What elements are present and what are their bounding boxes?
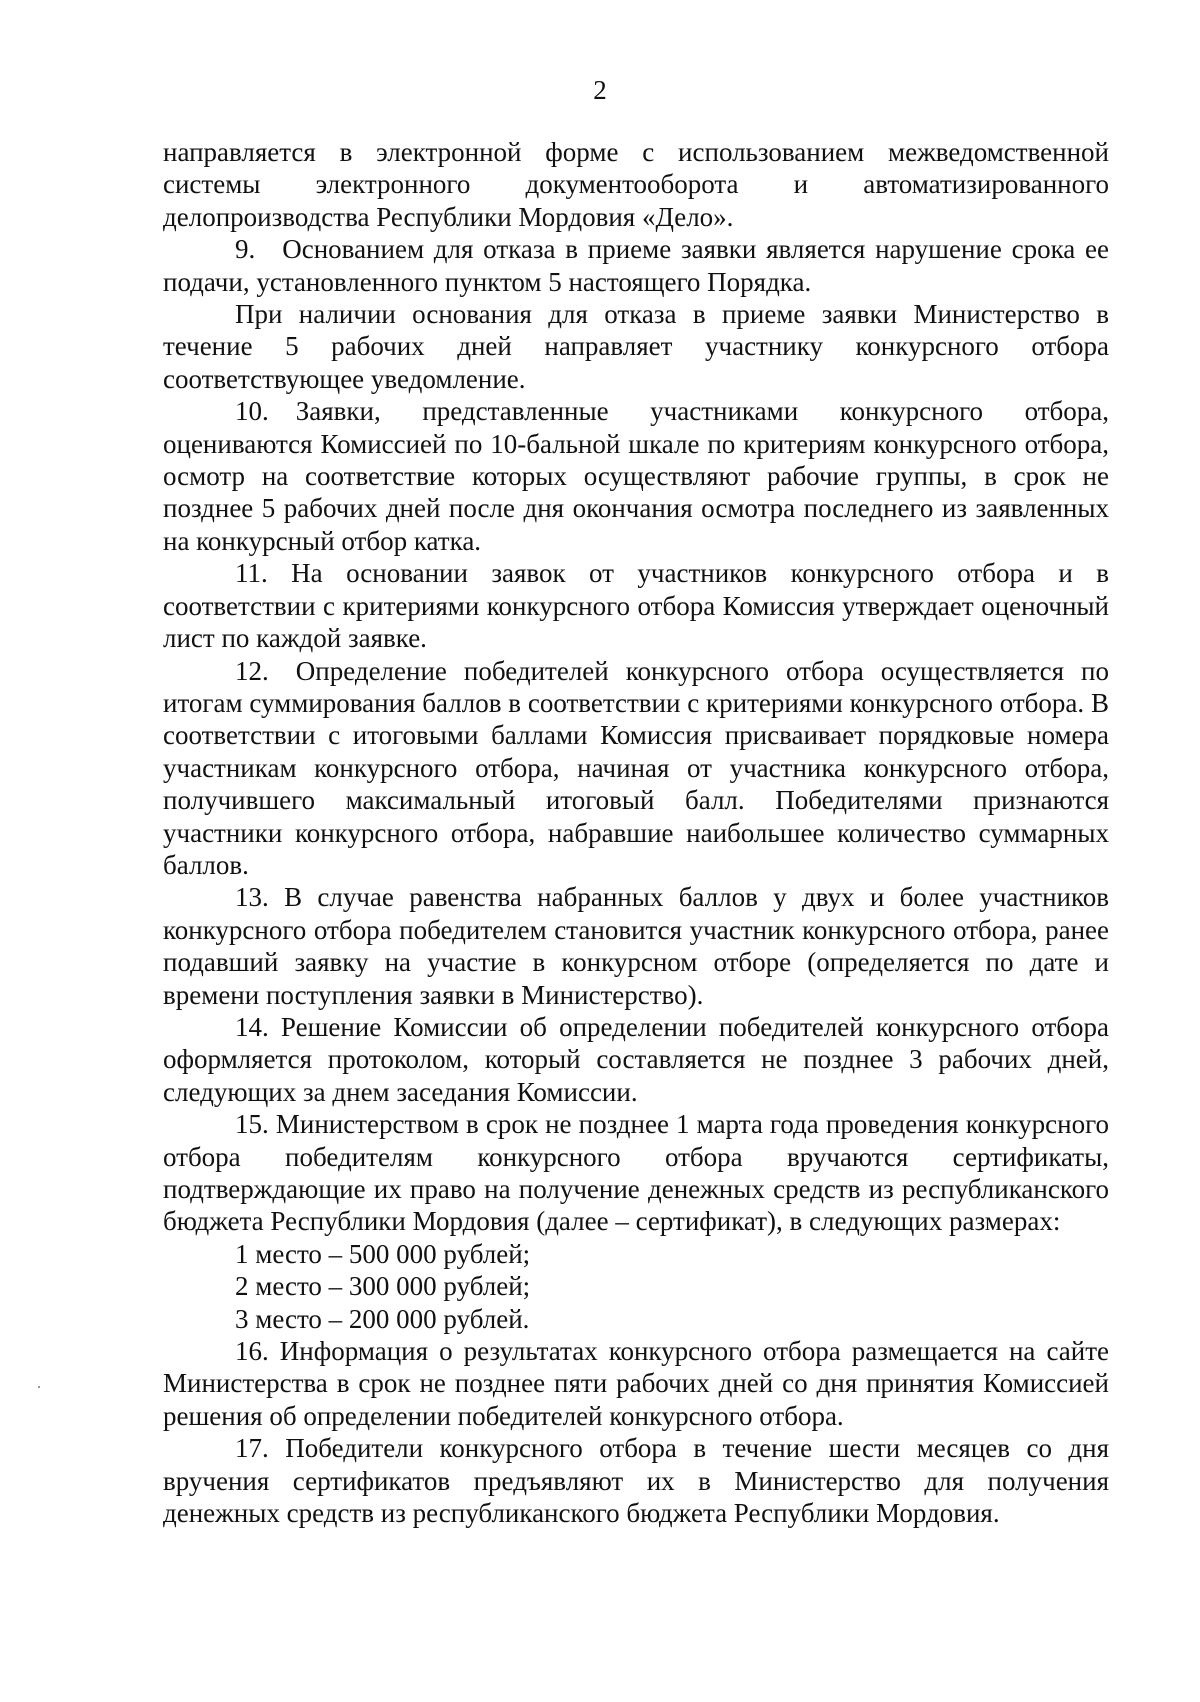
paragraph-9: 9. Основанием для отказа в приеме заявки является нарушение срока ее подачи, установленного пунктом 5 настоящего Порядка. [163,234,1109,297]
paragraph-15: 15. Министерством в срок не позднее 1 марта года проведения конкурсного отбора победителям конкурсного отбора вручаются сертификаты, подтверждающие их право на получение денежных средств из республиканского бюджета Республики Мордовия (далее – сертификат), в следующих размерах: [163,1109,1109,1237]
paragraph-10: 10. Заявки, представленные участниками конкурсного отбора, оцениваются Комиссией по 10-бальной шкале по критериям конкурсного отбора, осмотр на соответствие которых осуществляют рабочие группы, в срок не позднее 5 рабочих дней после дня окончания осмотра последнего из заявленных на конкурсный отбор катка. [163,396,1109,556]
paragraph-11: 11. На основании заявок от участников конкурсного отбора и в соответствии с критериями конкурсного отбора Комиссия утверждает оценочный лист по каждой заявке. [163,558,1109,654]
document-body [163,136,1109,1529]
prize-third-place: 3 место – 200 000 рублей. [235,1303,530,1334]
paragraph-17: 17. Победители конкурсного отбора в течение шести месяцев со дня вручения сертификатов предъявляют их в Министерство для получения денежных средств из республиканского бюджета Республики Мордовия. [163,1433,1109,1529]
paragraph-continuation: направляется в электронной форме с использованием межведомственной системы электронного документооборота и автоматизированного делопроизводства Республики Мордовия «Дело». [163,137,1109,232]
prize-first-place: 1 место – 500 000 рублей; [235,1238,531,1269]
paragraph-12: 12. Определение победителей конкурсного отбора осуществляется по итогам суммирования баллов в соответствии с критериями конкурсного отбора. В соответствии с итоговыми баллами Комиссия присваивает порядковые номера участникам конкурсного отбора, начиная от участника конкурсного отбора, получившего максимальный итоговый балл. Победителями признаются участники конкурсного отбора, набравшие наибольшее количество суммарных баллов. [163,655,1109,880]
paragraph-13: 13. В случае равенства набранных баллов у двух и более участников конкурсного отбора победителем становится участник конкурсного отбора, ранее подавший заявку на участие в конкурсном отборе (определяется по дате и времени поступления заявки в Министерство). [163,882,1109,1010]
paragraph-16: 16. Информация о результатах конкурсного отбора размещается на сайте Министерства в срок не позднее пяти рабочих дней со дня принятия Комиссией решения об определении победителей конкурсного отбора. [163,1336,1109,1431]
prize-second-place: 2 место – 300 000 рублей; [235,1271,531,1302]
paragraph-9-refusal-notice: При наличии основания для отказа в приеме заявки Министерство в течение 5 рабочих дней направляет участнику конкурсного отбора соответствующее уведомление. [163,299,1109,394]
paragraph-14: 14. Решение Комиссии об определении победителей конкурсного отбора оформляется протоколом, который составляется не позднее 3 рабочих дней, следующих за днем заседания Комиссии. [163,1011,1109,1107]
page-number: 2 [593,75,607,105]
scan-artifact-dot [38,1386,40,1388]
